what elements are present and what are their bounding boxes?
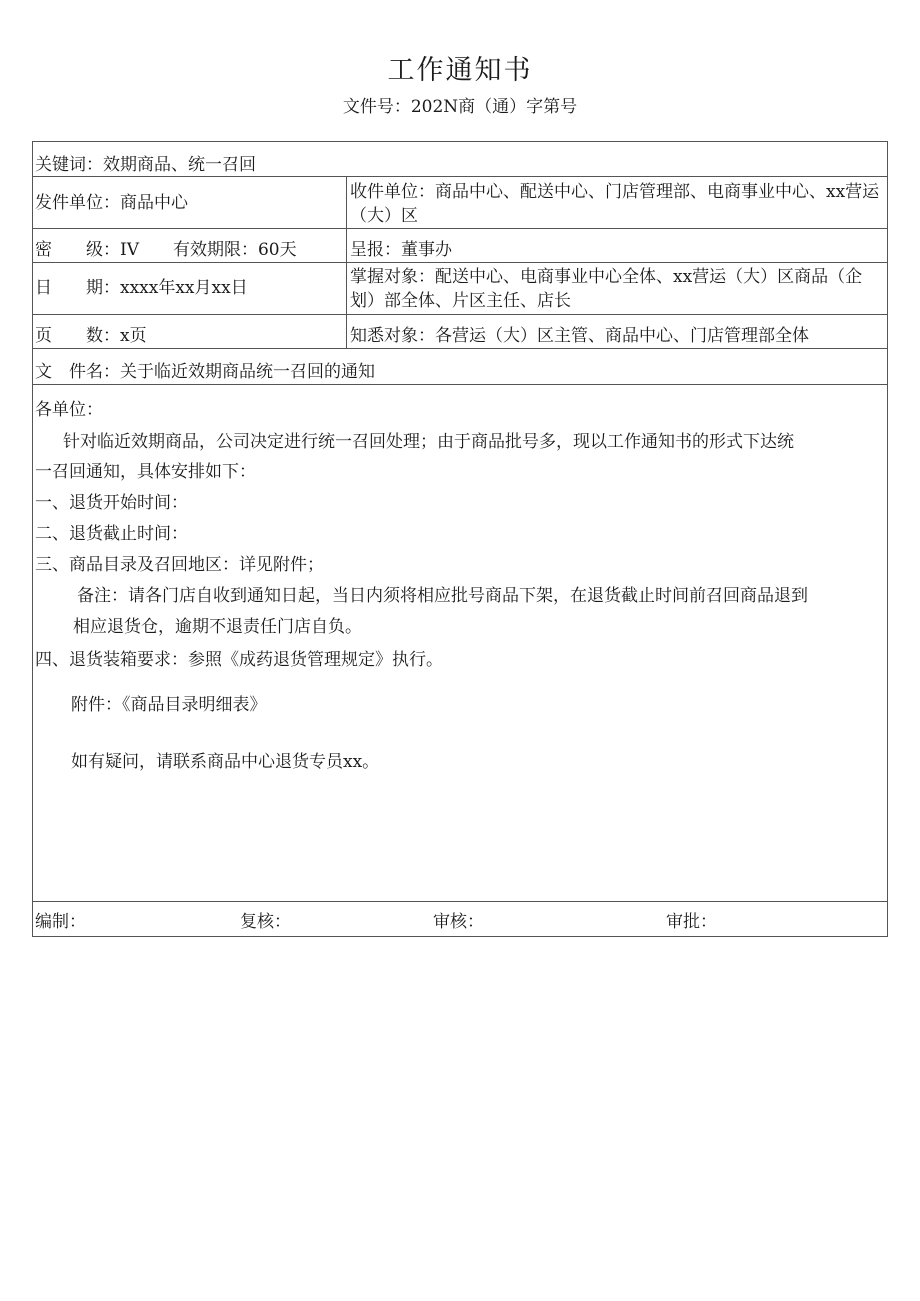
contact-line: 如有疑问，请联系商品中心退货专员xx。 (71, 752, 380, 772)
row-divider (33, 348, 887, 349)
row-divider (33, 901, 887, 902)
approve-signature: 审批： (666, 912, 717, 932)
paragraph-line: 针对临近效期商品，公司决定进行统一召回处理；由于商品批号多，现以工作通知书的形式下达统 (63, 432, 794, 452)
notice-form (32, 141, 888, 937)
row-divider (33, 384, 887, 385)
audit-signature: 审核： (433, 912, 484, 932)
paragraph-line: 一召回通知，具体安排如下： (35, 462, 256, 482)
list-item: 一、退货开始时间： (35, 493, 188, 513)
compile-signature: 编制： (35, 912, 86, 932)
review-signature: 复核： (240, 912, 291, 932)
notify-field: 知悉对象：各营运（大）区主管、商品中心、门店管理部全体 (350, 326, 809, 346)
row-divider (33, 228, 887, 229)
attachment-line: 附件：《商品目录明细表》 (71, 695, 267, 715)
column-divider (346, 176, 347, 348)
report-to-field: 呈报：董事办 (350, 240, 452, 260)
list-item: 二、退货截止时间： (35, 524, 188, 544)
secrecy-field: 密 级：IV 有效期限：60天 (35, 240, 297, 260)
master-field: 掌握对象：配送中心、电商事业中心全体、xx营运（大）区商品（企划）部全体、片区主任、店长 (350, 267, 863, 311)
file-name-field: 文 件名：关于临近效期商品统一召回的通知 (35, 362, 375, 382)
keywords-field: 关键词：效期商品、统一召回 (35, 155, 256, 175)
document-title: 工作通知书 (387, 55, 533, 86)
row-divider (33, 262, 887, 263)
list-item: 三、商品目录及召回地区：详见附件； (35, 555, 324, 575)
document-number: 文件号：202N商（通）字第号 (342, 97, 578, 117)
issuer-field: 发件单位：商品中心 (35, 193, 188, 213)
date-field: 日 期：xxxx年xx月xx日 (35, 278, 248, 298)
row-divider (33, 314, 887, 315)
salutation: 各单位： (35, 400, 103, 420)
note-line: 相应退货仓，逾期不退责任门店自负。 (73, 617, 362, 637)
note-line: 备注：请各门店自收到通知日起，当日内须将相应批号商品下架，在退货截止时间前召回商品退到 (77, 586, 808, 606)
list-item: 四、退货装箱要求：参照《成药退货管理规定》执行。 (35, 650, 443, 670)
recipients-field: 收件单位：商品中心、配送中心、门店管理部、电商事业中心、xx营运（大）区 (350, 182, 880, 226)
pages-field: 页 数：x页 (35, 326, 147, 346)
